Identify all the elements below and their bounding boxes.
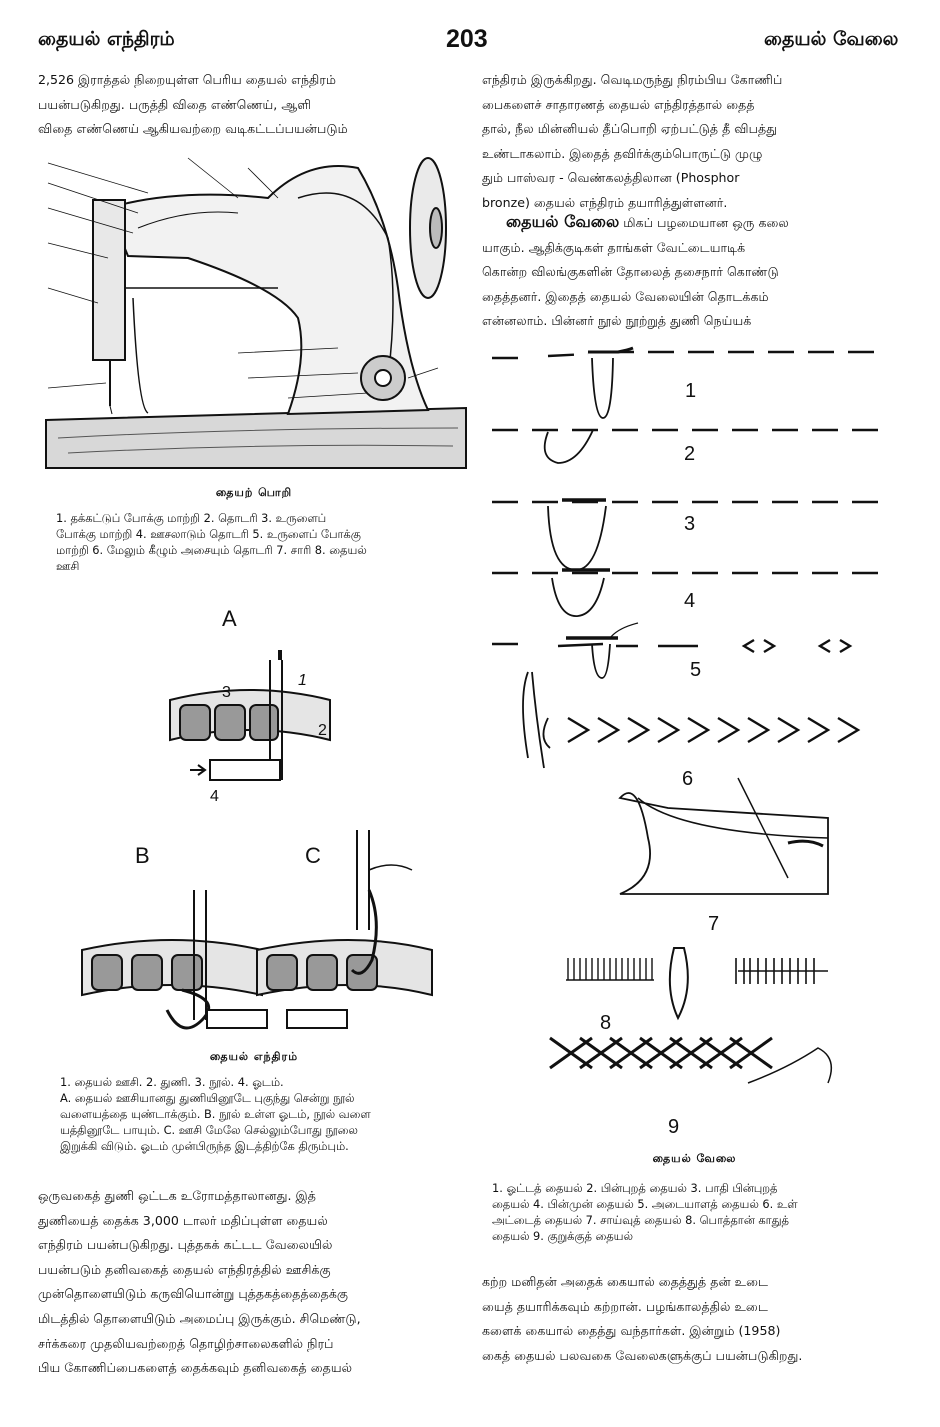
fig1-title: தையற் பொறி (215, 486, 293, 499)
left-intro-paragraph (38, 68, 468, 142)
section-paragraph (482, 210, 907, 334)
stitch-number: 4 (684, 590, 696, 612)
text-line: தும் பாஸ்வர - வெண்கலத்திலான (Phosphor (482, 170, 740, 186)
text-line: பயன்படும் தனிவகைத் தையல் எந்திரத்தில் ஊசிக்கு (38, 1261, 331, 1277)
text-line: எந்திரம் பயன்படுகிறது. புத்தகக் கட்டட வேலையில் (38, 1237, 333, 1253)
caption-line: 1. ஓட்டத் தையல் 2. பின்புறத் தையல் 3. பாதி பின்புறத் (492, 1181, 778, 1195)
text-line: பயன்படுகிறது. பருத்தி விதை எண்ணெய், ஆளி (38, 96, 312, 112)
part-number: 3 (222, 684, 231, 701)
text-line: என்னலாம். பின்னர் நூல் நூற்றுத் துணி நெய்யக் (482, 313, 752, 329)
stitch-number: 5 (690, 659, 702, 681)
right-bottom-paragraph (482, 1270, 907, 1368)
caption-line: தையல் 4. பின்முன் தையல் 5. அடையாளத் தையல் 6. உள் (492, 1197, 798, 1211)
caption-line: 1. தக்கட்டுப் போக்கு மாற்றி 2. தொடரி 3. உருளைப் (56, 511, 327, 525)
text-line: சர்க்கரை முதலியவற்றைத் தொழிற்சாலைகளில் நிரப் (38, 1335, 334, 1351)
caption-line: இறுக்கி விடும். ஓடம் முன்பிருந்த இடத்திற்கே திரும்பும். (60, 1139, 349, 1153)
running-header-left: தையல் எந்திரம் (38, 28, 175, 50)
diagram-label-c: C (305, 843, 321, 868)
text-line: எந்திரம் இருக்கிறது. வெடிமருந்து நிரம்பிய கோணிப் (482, 72, 783, 87)
fig3-caption (492, 1180, 907, 1244)
caption-line: 1. தையல் ஊசி. 2. துணி. 3. நூல். 4. ஓடம். (60, 1075, 284, 1089)
text-line: யைத் தயாரிக்கவும் கற்றான். பழங்காலத்தில் உடை (482, 1298, 768, 1314)
part-number: 2 (318, 722, 327, 739)
text-line: கொன்ற விலங்குகளின் தோலைத் தசைநார் கொண்டு (482, 264, 779, 280)
text-line: கைத் தையல் பலவகை வேலைகளுக்குப் பயன்படுகிறது. (482, 1347, 803, 1363)
stitch-number: 7 (708, 913, 720, 935)
text-line: கற்ற மனிதன் அதைக் கையால் தைத்துத் தன் உடை (482, 1274, 769, 1289)
text-line: மிடத்தில் தொளையிடும் அமைப்பு இருக்கும். சிமெண்டு, (38, 1310, 361, 1326)
text-line: ஒருவகைத் துணி ஒட்டக உரோமத்தாலானது. இத் (38, 1188, 316, 1203)
fig3-title: தையல் வேலை (652, 1152, 737, 1165)
fig2-title: தையல் எந்திரம் (209, 1050, 299, 1063)
fig1-caption (56, 510, 468, 574)
text-line: துணியைத் தைக்க 3,000 டாலர் மதிப்புள்ள தையல் (38, 1212, 328, 1228)
caption-line: வளையத்தை யுண்டாக்கும். B. நூல் உள்ள ஓடம், நூல் வளை (60, 1107, 371, 1121)
text-line: 2,526 இராத்தல் நிறையுள்ள பெரிய தையல் எந்திரம் (38, 72, 336, 87)
caption-line: A. தையல் ஊசியானது துணியினூடே புகுந்து சென்று நூல் (60, 1091, 355, 1105)
caption-line: அட்டைத் தையல் 7. சாய்வுத் தையல் 8. பொத்தான் காதுத் (492, 1213, 789, 1227)
text-line: மிகப் பழமையான ஒரு கலை (623, 215, 789, 230)
stitch-number: 2 (684, 443, 696, 465)
text-line: பிய கோணிப்பைகளைத் தைக்கவும் தனிவகைத் தையல் (38, 1360, 353, 1376)
sewing-machine-illustration (38, 138, 470, 470)
stitch-types-illustration (488, 338, 908, 1058)
caption-line: யத்தினூடே பாயும். C. ஊசி மேலே செல்லும்போது நூலை (60, 1123, 358, 1137)
right-top-paragraph (482, 68, 907, 216)
section-heading: தையல் வேலை (506, 212, 620, 231)
text-line: களைக் கையால் தைத்து வந்தார்கள். இன்றும் (1958) (482, 1323, 781, 1339)
text-line: bronze) தையல் எந்திரம் தயாரித்துள்ளனர். (482, 194, 728, 210)
stitch-number: 1 (685, 380, 697, 402)
caption-line: ஊசி (56, 559, 80, 573)
text-line: யாகும். ஆதிக்குடிகள் தாங்கள் வேட்டையாடிக் (482, 239, 746, 255)
part-number: 1 (298, 672, 307, 689)
stitch-number: 3 (684, 513, 696, 535)
text-line: தால், நீல மின்னியல் தீப்பொறி ஏற்பட்டுத் தீ விபத்து (482, 121, 778, 137)
diagram-label-a: A (222, 606, 237, 631)
caption-line: போக்கு மாற்றி 4. ஊசலாடும் தொடரி 5. உருளைப் போக்கு (56, 527, 361, 541)
text-line: உண்டாகலாம். இதைத் தவிர்க்கும்பொருட்டு முழு (482, 145, 763, 161)
stitch-number: 6 (682, 768, 694, 790)
diagram-b-and-c (82, 830, 442, 1040)
fig2-caption (60, 1074, 470, 1154)
left-bottom-paragraph (38, 1184, 468, 1381)
text-line: பைகளைச் சாதாரணத் தையல் எந்திரத்தால் தைத் (482, 96, 755, 112)
stitch-number: 9 (668, 1116, 680, 1138)
part-number: 4 (210, 788, 219, 805)
page-number: 203 (446, 25, 488, 53)
text-line: முன்தொளையிடும் கருவியொன்று புத்தகத்தைத்தைக்கு (38, 1286, 348, 1302)
text-line: தைத்தனர். இதைத் தையல் வேலையின் தொடக்கம் (482, 288, 769, 304)
caption-line: தையல் 9. குறுக்குத் தையல் (492, 1229, 633, 1243)
text-line: விதை எண்ணெய் ஆகியவற்றை வடிகட்டப்பயன்படும் (38, 121, 348, 137)
diagram-label-b: B (135, 843, 150, 868)
stitch-number: 8 (600, 1012, 612, 1034)
running-header-right: தையல் வேலை (764, 28, 899, 50)
caption-line: மாற்றி 6. மேலும் கீழும் அசையும் தொடரி 7. சாரி 8. தையல் (56, 543, 367, 557)
